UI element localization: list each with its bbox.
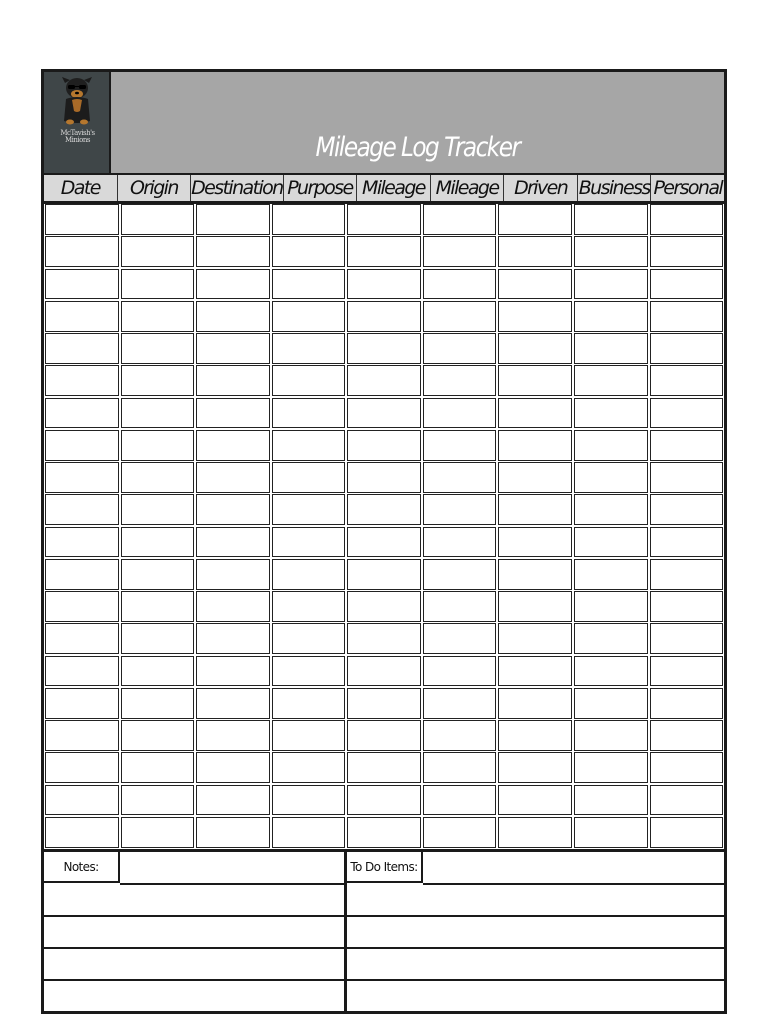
table-cell <box>196 236 270 267</box>
table-cell <box>574 494 648 525</box>
mileage-log-sheet <box>41 69 727 1014</box>
table-cell <box>347 430 421 461</box>
table-cell <box>574 559 648 590</box>
table-cell <box>347 365 421 396</box>
table-cell <box>574 688 648 719</box>
table-cell <box>45 301 119 332</box>
table-cell <box>272 656 346 687</box>
table-row <box>44 785 724 817</box>
table-cell <box>498 623 572 654</box>
table-cell <box>423 623 497 654</box>
table-cell <box>423 236 497 267</box>
table-cell <box>196 462 270 493</box>
table-cell <box>121 204 195 235</box>
table-cell <box>498 333 572 364</box>
table-cell <box>45 236 119 267</box>
table-row <box>44 269 724 301</box>
table-cell <box>45 269 119 300</box>
table-cell <box>347 462 421 493</box>
table-cell <box>272 720 346 751</box>
table-row <box>44 398 724 430</box>
todo-label: To Do Items: <box>347 852 423 883</box>
table-cell <box>196 559 270 590</box>
table-cell <box>423 688 497 719</box>
table-cell <box>121 720 195 751</box>
table-cell <box>650 656 724 687</box>
header <box>44 72 724 173</box>
table-cell <box>423 301 497 332</box>
table-cell <box>423 204 497 235</box>
table-cell <box>196 688 270 719</box>
todo-area <box>347 852 724 1011</box>
notes-line <box>44 979 344 981</box>
table-cell <box>121 398 195 429</box>
table-cell <box>45 398 119 429</box>
table-cell <box>196 269 270 300</box>
column-header-mileage-end: Mileage <box>431 175 505 201</box>
table-cell <box>650 688 724 719</box>
table-cell <box>121 333 195 364</box>
table-cell <box>423 365 497 396</box>
table-cell <box>347 236 421 267</box>
table-cell <box>272 688 346 719</box>
table-cell <box>121 785 195 816</box>
table-cell <box>498 752 572 783</box>
table-cell <box>423 430 497 461</box>
logo-name-line-1: McTavish's <box>60 129 95 137</box>
notes-line <box>120 883 344 885</box>
table-cell <box>574 720 648 751</box>
table-cell <box>347 752 421 783</box>
title-bar <box>111 72 724 173</box>
column-header-origin: Origin <box>118 175 192 201</box>
todo-line <box>347 947 724 949</box>
table-cell <box>121 269 195 300</box>
todo-line <box>347 915 724 917</box>
table-row <box>44 817 724 849</box>
table-cell <box>272 398 346 429</box>
table-row <box>44 430 724 462</box>
table-cell <box>45 752 119 783</box>
table-row <box>44 494 724 526</box>
column-header-destination: Destination <box>191 177 283 199</box>
table-cell <box>196 752 270 783</box>
table-cell <box>423 333 497 364</box>
table-cell <box>423 494 497 525</box>
table-cell <box>196 494 270 525</box>
table-cell <box>423 720 497 751</box>
table-cell <box>423 462 497 493</box>
table-row <box>44 204 724 236</box>
table-cell <box>272 527 346 558</box>
table-row <box>44 333 724 365</box>
table-cell <box>423 656 497 687</box>
table-cell <box>272 623 346 654</box>
table-row <box>44 591 724 623</box>
table-cell <box>498 301 572 332</box>
notes-label: Notes: <box>44 852 120 883</box>
table-cell <box>196 785 270 816</box>
table-cell <box>650 462 724 493</box>
table-cell <box>574 462 648 493</box>
table-cell <box>574 398 648 429</box>
table-cell <box>272 269 346 300</box>
page-title: Mileage Log Tracker <box>315 132 520 163</box>
table-cell <box>121 688 195 719</box>
table-cell <box>121 301 195 332</box>
table-cell <box>347 785 421 816</box>
table-cell <box>574 817 648 848</box>
todo-line <box>423 883 724 885</box>
table-cell <box>498 365 572 396</box>
column-header-date: Date <box>44 175 118 201</box>
table-cell <box>196 301 270 332</box>
table-cell <box>45 462 119 493</box>
table-cell <box>498 591 572 622</box>
table-cell <box>423 817 497 848</box>
table-cell <box>272 236 346 267</box>
table-cell <box>45 333 119 364</box>
table-cell <box>347 688 421 719</box>
table-cell <box>650 623 724 654</box>
table-cell <box>121 656 195 687</box>
table-cell <box>347 817 421 848</box>
column-header-personal: Personal <box>653 177 723 199</box>
table-cell <box>45 527 119 558</box>
table-cell <box>196 204 270 235</box>
table-cell <box>347 720 421 751</box>
table-cell <box>650 817 724 848</box>
table-row <box>44 301 724 333</box>
table-cell <box>272 494 346 525</box>
table-cell <box>574 333 648 364</box>
table-cell <box>650 430 724 461</box>
table-cell <box>196 365 270 396</box>
table-cell <box>423 269 497 300</box>
table-cell <box>498 785 572 816</box>
table-cell <box>574 785 648 816</box>
table-cell <box>423 591 497 622</box>
column-header-mileage-start: Mileage <box>357 175 431 201</box>
table-cell <box>45 720 119 751</box>
table-cell <box>272 785 346 816</box>
table-cell <box>574 269 648 300</box>
table-cell <box>121 430 195 461</box>
table-cell <box>121 591 195 622</box>
table-cell <box>45 785 119 816</box>
table-cell <box>347 591 421 622</box>
table-cell <box>45 817 119 848</box>
table-cell <box>650 365 724 396</box>
dog-logo-icon <box>57 75 97 127</box>
table-cell <box>423 398 497 429</box>
table-row <box>44 365 724 397</box>
table-cell <box>423 785 497 816</box>
table-cell <box>272 430 346 461</box>
table-cell <box>196 333 270 364</box>
table-cell <box>196 527 270 558</box>
table-row <box>44 688 724 720</box>
column-header-row <box>44 173 724 204</box>
table-cell <box>45 656 119 687</box>
table-cell <box>498 656 572 687</box>
table-cell <box>423 559 497 590</box>
table-cell <box>121 494 195 525</box>
table-cell <box>574 591 648 622</box>
table-cell <box>121 236 195 267</box>
table-row <box>44 656 724 688</box>
table-cell <box>272 462 346 493</box>
table-cell <box>574 752 648 783</box>
table-cell <box>650 204 724 235</box>
table-row <box>44 527 724 559</box>
table-row <box>44 236 724 268</box>
table-cell <box>45 559 119 590</box>
table-cell <box>121 527 195 558</box>
table-cell <box>45 688 119 719</box>
table-cell <box>574 365 648 396</box>
table-cell <box>196 817 270 848</box>
table-cell <box>498 494 572 525</box>
table-cell <box>650 559 724 590</box>
column-header-purpose: Purpose <box>284 175 358 201</box>
table-cell <box>45 430 119 461</box>
table-cell <box>272 817 346 848</box>
table-cell <box>347 494 421 525</box>
table-cell <box>272 559 346 590</box>
table-cell <box>650 236 724 267</box>
table-cell <box>121 559 195 590</box>
table-cell <box>498 430 572 461</box>
table-cell <box>347 656 421 687</box>
table-cell <box>347 559 421 590</box>
notes-area <box>44 852 347 1011</box>
table-cell <box>45 623 119 654</box>
column-header-business: Business <box>578 177 650 199</box>
table-cell <box>121 623 195 654</box>
table-cell <box>272 752 346 783</box>
table-cell <box>45 204 119 235</box>
table-cell <box>45 365 119 396</box>
table-cell <box>272 204 346 235</box>
table-cell <box>272 301 346 332</box>
table-cell <box>650 752 724 783</box>
table-cell <box>196 623 270 654</box>
table-cell <box>574 527 648 558</box>
table-cell <box>121 462 195 493</box>
table-cell <box>650 301 724 332</box>
table-cell <box>650 269 724 300</box>
todo-line <box>347 979 724 981</box>
log-table <box>44 204 724 849</box>
table-cell <box>574 204 648 235</box>
logo-name-line-2: Minions <box>65 136 90 144</box>
table-cell <box>423 527 497 558</box>
table-row <box>44 559 724 591</box>
table-cell <box>498 269 572 300</box>
table-cell <box>121 365 195 396</box>
table-cell <box>272 365 346 396</box>
notes-line <box>44 915 344 917</box>
table-cell <box>498 527 572 558</box>
table-cell <box>347 301 421 332</box>
table-cell <box>272 591 346 622</box>
table-cell <box>574 656 648 687</box>
table-cell <box>347 527 421 558</box>
table-cell <box>574 236 648 267</box>
table-cell <box>574 430 648 461</box>
table-cell <box>498 204 572 235</box>
logo-name <box>46 130 109 144</box>
table-cell <box>574 301 648 332</box>
table-cell <box>121 752 195 783</box>
table-cell <box>650 494 724 525</box>
table-cell <box>498 462 572 493</box>
table-row <box>44 623 724 655</box>
logo <box>44 72 111 173</box>
column-header-driven: Driven <box>504 175 578 201</box>
table-cell <box>196 591 270 622</box>
table-cell <box>196 720 270 751</box>
table-cell <box>650 720 724 751</box>
notes-section <box>44 849 724 1011</box>
table-cell <box>347 269 421 300</box>
table-cell <box>650 398 724 429</box>
table-cell <box>196 430 270 461</box>
table-cell <box>498 688 572 719</box>
notes-line <box>44 947 344 949</box>
table-cell <box>650 527 724 558</box>
table-cell <box>498 236 572 267</box>
table-cell <box>347 333 421 364</box>
table-cell <box>423 752 497 783</box>
table-cell <box>574 623 648 654</box>
table-cell <box>650 333 724 364</box>
table-row <box>44 752 724 784</box>
table-cell <box>347 204 421 235</box>
table-cell <box>347 398 421 429</box>
table-cell <box>272 333 346 364</box>
table-cell <box>45 591 119 622</box>
table-cell <box>498 398 572 429</box>
table-row <box>44 462 724 494</box>
table-cell <box>196 398 270 429</box>
table-row <box>44 720 724 752</box>
table-cell <box>650 591 724 622</box>
table-cell <box>196 656 270 687</box>
table-cell <box>347 623 421 654</box>
table-cell <box>498 817 572 848</box>
table-cell <box>121 817 195 848</box>
table-cell <box>498 720 572 751</box>
table-cell <box>45 494 119 525</box>
table-cell <box>650 785 724 816</box>
table-cell <box>498 559 572 590</box>
